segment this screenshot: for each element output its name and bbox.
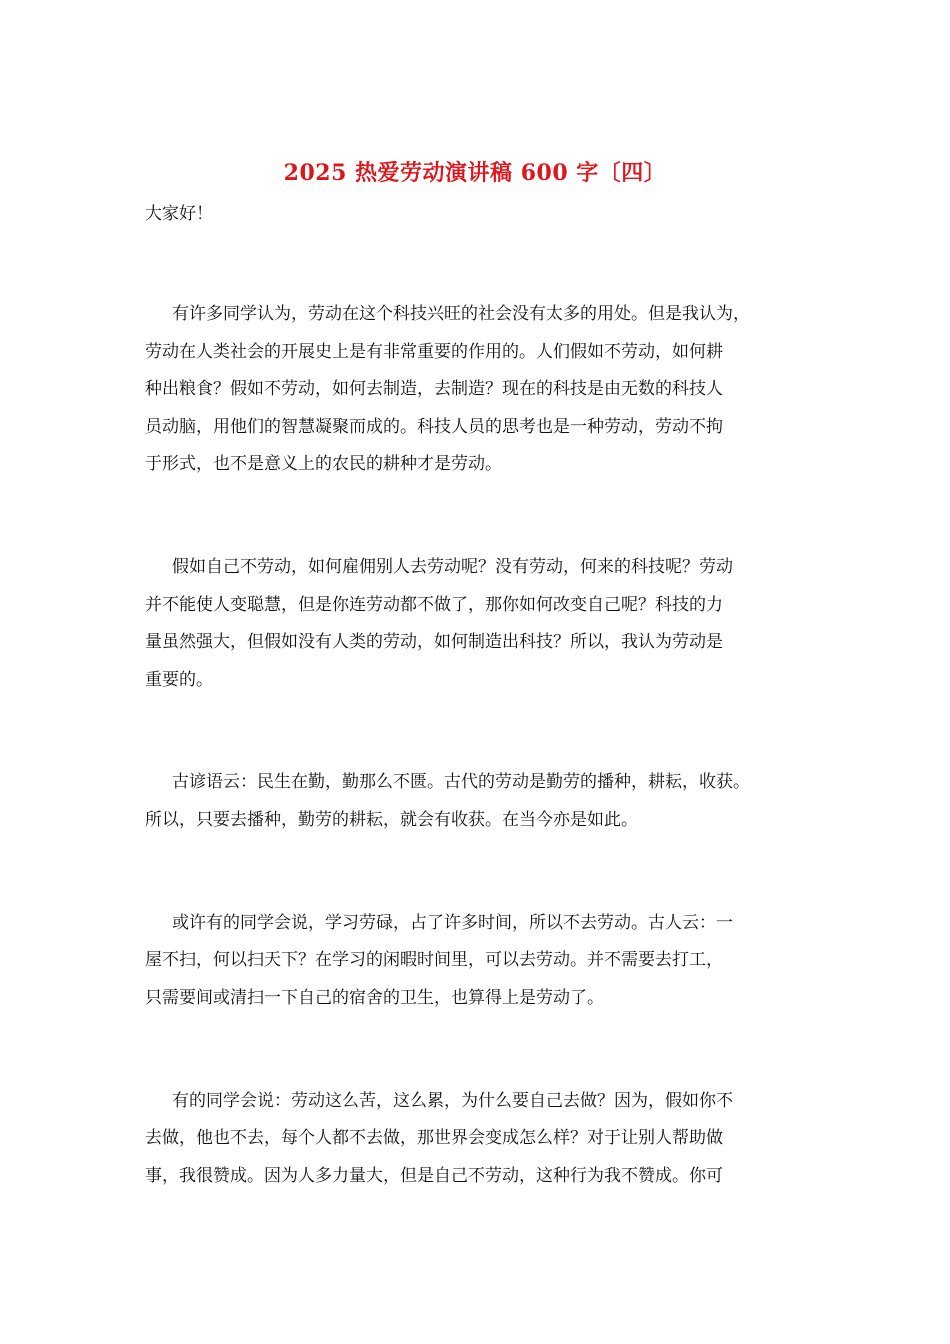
paragraph-line: 量虽然强大，但假如没有人类的劳动，如何制造出科技？所以，我认为劳动是 [145, 632, 723, 652]
paragraph-line: 种出粮食？假如不劳动，如何去制造，去制造？现在的科技是由无数的科技人 [145, 379, 723, 399]
paragraph-line: 只需要间或清扫一下自己的宿舍的卫生，也算得上是劳动了。 [145, 988, 604, 1008]
greeting: 大家好！ [145, 204, 213, 224]
paragraph-line: 员动脑，用他们的智慧凝聚而成的。科技人员的思考也是一种劳动，劳动不拘 [145, 417, 723, 437]
paragraph-line: 去做，他也不去，每个人都不去做，那世界会变成怎么样？对于让别人帮助做 [145, 1128, 723, 1148]
paragraph-line: 有许多同学认为，劳动在这个科技兴旺的社会没有太多的用处。但是我认为， [172, 304, 750, 324]
paragraph-line: 并不能使人变聪慧，但是你连劳动都不做了，那你如何改变自己呢？科技的力 [145, 595, 723, 615]
paragraph-line: 劳动在人类社会的开展史上是有非常重要的作用的。人们假如不劳动，如何耕 [145, 342, 723, 362]
paragraph-line: 屋不扫，何以扫天下？在学习的闲暇时间里，可以去劳动。并不需要去打工， [145, 950, 723, 970]
paragraph-line: 所以，只要去播种，勤劳的耕耘，就会有收获。在当今亦是如此。 [145, 810, 638, 830]
paragraph-line: 有的同学会说：劳动这么苦，这么累，为什么要自己去做？因为，假如你不 [172, 1091, 733, 1111]
paragraph-line: 于形式，也不是意义上的农民的耕种才是劳动。 [145, 454, 502, 474]
paragraph-line: 古谚语云：民生在勤，勤那么不匮。古代的劳动是勤劳的播种，耕耘，收获。 [172, 772, 750, 792]
paragraph-line: 假如自己不劳动，如何雇佣别人去劳动呢？没有劳动，何来的科技呢？劳动 [172, 557, 733, 577]
paragraph-line: 或许有的同学会说，学习劳碌，占了许多时间，所以不去劳动。古人云：一 [172, 913, 733, 933]
paragraph-line: 重要的。 [145, 670, 213, 690]
document-title: 2025 热爱劳动演讲稿 600 字〔四〕 [283, 160, 667, 186]
paragraph-line: 事，我很赞成。因为人多力量大，但是自己不劳动，这种行为我不赞成。你可 [145, 1166, 723, 1186]
